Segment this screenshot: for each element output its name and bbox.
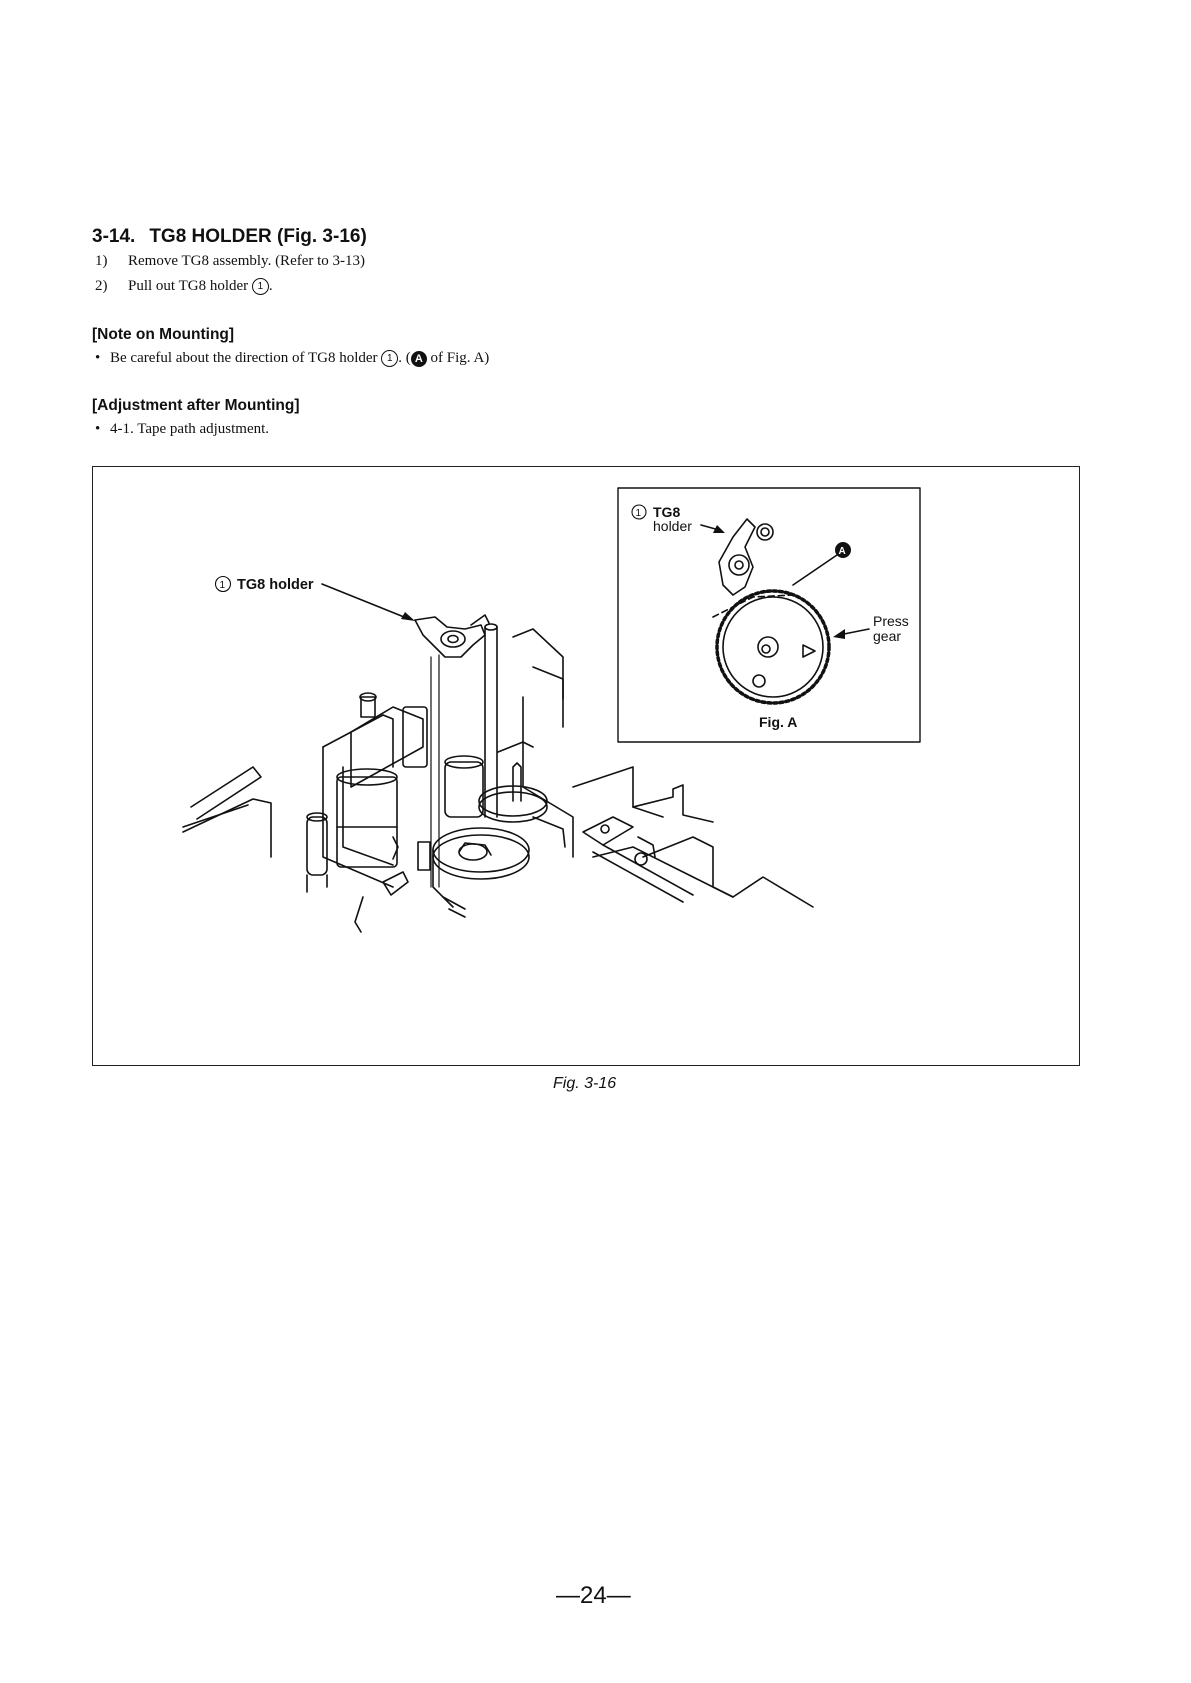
section-number: 3-14. xyxy=(92,226,136,247)
part-ref-1: 1 xyxy=(252,278,269,295)
section-title xyxy=(92,226,367,248)
figure-caption: Fig. 3-16 xyxy=(553,1075,617,1092)
inset-fig-a xyxy=(618,488,920,742)
capstan-gears xyxy=(433,763,565,907)
page-number: —24— xyxy=(556,1582,631,1609)
step-index: 2) xyxy=(95,278,108,294)
adjustment-text: 4-1. Tape path adjustment. xyxy=(110,421,270,437)
marker-a: A xyxy=(411,351,427,367)
adjustment-heading: [Adjustment after Mounting] xyxy=(92,397,300,414)
main-label-text: TG8 holder xyxy=(237,577,314,593)
inset-label-line2: holder xyxy=(653,518,692,534)
press-gear-teeth xyxy=(717,591,829,703)
step-1 xyxy=(95,253,365,270)
note-on-mounting-heading: [Note on Mounting] xyxy=(92,326,235,343)
main-label-ref: 1 xyxy=(219,580,226,591)
inset-leader-marker xyxy=(793,555,837,585)
note-text-middle: . ( xyxy=(398,350,411,366)
note-text-after: of Fig. A) xyxy=(426,350,490,366)
motor-cylinder xyxy=(337,693,483,867)
adjustment-bullet xyxy=(95,421,269,438)
bullet-mark: • xyxy=(95,421,101,437)
chassis xyxy=(183,629,813,907)
step-tail: . xyxy=(268,278,273,294)
main-label xyxy=(216,577,314,594)
bullet-mark: • xyxy=(95,350,101,366)
section-heading: TG8 HOLDER (Fig. 3-16) xyxy=(149,226,367,247)
press-gear-line1: Press xyxy=(873,613,909,629)
note-on-mounting-bullet xyxy=(95,350,489,367)
inset-label-ref: 1 xyxy=(635,508,642,519)
note-text-before: Be careful about the direction of TG8 holder xyxy=(110,350,378,366)
right-rail xyxy=(583,817,693,902)
posts xyxy=(307,813,465,932)
tg8-holder-part xyxy=(415,615,489,887)
inset-caption: Fig. A xyxy=(759,714,798,730)
svg-text:A: A xyxy=(838,546,846,557)
press-gear-line2: gear xyxy=(873,628,902,644)
part-ref-1: 1 xyxy=(381,350,398,367)
figure-frame xyxy=(92,466,1080,1066)
step-2 xyxy=(95,278,273,295)
step-index: 1) xyxy=(95,253,108,269)
leader-arrowhead xyxy=(401,612,415,621)
leader-line xyxy=(322,584,409,619)
inset-label-line1: TG8 xyxy=(653,504,681,520)
mechanism-illustration xyxy=(93,467,1079,1065)
step-text: Pull out TG8 holder xyxy=(128,278,249,294)
step-text: Remove TG8 assembly. (Refer to 3-13) xyxy=(128,253,366,269)
